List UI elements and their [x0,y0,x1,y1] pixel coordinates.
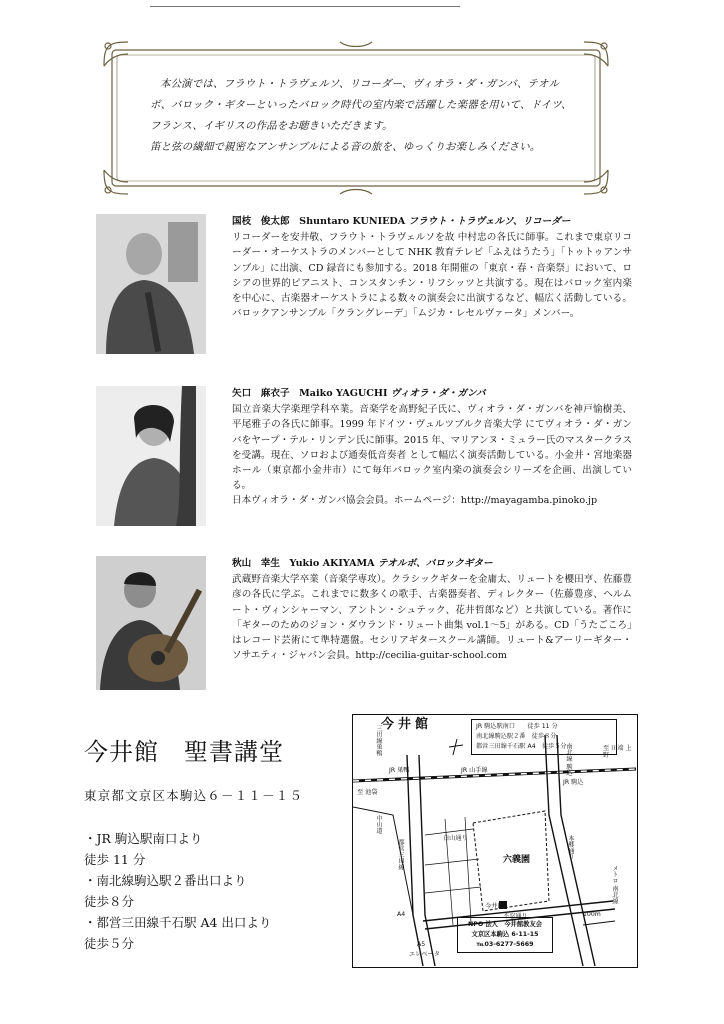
performer-bio [232,556,632,663]
performer-photo [96,556,206,690]
performer-instrument: フラウト・トラヴェルソ、リコーダー [408,216,571,227]
map-label-jr-komagome: JR 駒込 [563,779,584,786]
intro-paragraph-2: 笛と弦の繊細で親密なアンサンブルによる音の旅を、ゆっくりお楽しみください。 [150,141,541,153]
performer-bio-text: 国立音楽大学楽理学科卒業。音楽学を高野紀子氏に、ヴィオラ・ダ・ガンバを神戸愉樹美、平尾雅子の各氏に師事。1999 年ドイツ・ヴュルツブルク音楽大学 にてヴィオラ・ダ・ガンバをヤープ・テル・リンデン氏に師事。2015 年、マリアンヌ・ミュラー氏のマスタークラスを受講。現在、ソロおよび通奏低音奏者 として幅広く演奏活動している。小金井・宮地楽器ホール（東京都小金井市）にて毎年バロック室内楽の演奏会シリーズを企画、出演している。 [232,404,632,492]
map-npo-box [457,917,553,953]
access-line: ・JR 駒込駅南口より [84,831,203,846]
performer-homepage: 日本ヴィオラ・ダ・ガンバ協会会員。ホームページ：http://mayagamba.pinoko.jp [232,495,598,507]
access-line: ・南北線駒込駅２番出口より [84,873,247,888]
performer-bio [232,214,632,321]
performer-bio-text: 武蔵野音楽大学卒業（音楽学専攻）。クラシックギターを金庸太、リュートを櫻田亨、佐藤豊彦の各氏に学ぶ。これまでに数多くの歌手、古楽器奏者、ディレクター（佐藤豊彦、ヘルムート・ヴィンシャーマン、アントン・シュテック、花井哲郎など）と共演している。著作に「ギターのためのジョン・ダウランド・リュート曲集 vol.1～5」がある。CD「うたごころ」はレコード芸術にて準特選盤。セシリアギタースクール講師。リュート&アーリーギター・ソサエティ・ジャパン会員。http://cecilia-guitar-school.com [232,574,632,662]
performer-photo [96,214,206,354]
map-label-hongo-dori: 本郷通り [567,835,574,860]
performer-name: 秋山 幸生 Yukio AKIYAMA [232,558,375,569]
performer-name-line [232,386,632,401]
map-label-ikebukuro: 至 池袋 [357,789,378,796]
npo-address: 文京区本駒込 6-11-15 [471,931,539,938]
performer-photo [96,386,206,526]
performer-bio-text: リコーダーを安井敬、フラウト・トラヴェルソを故 中村忠の各氏に師事。これまで東京リコーダー・オーケストラのメンバーとして NHK 教育テレビ「ふえはうたう」「トゥトゥアンサンブル」に出演、CD 録音にも参加する。2018 年開催の「東京・春・音楽祭」において、ロシアの世界的ピアニスト、コンスタンチン・リフシッツと共演する。現在はバロック室内楽を中心に、古楽器オーケストラによる数々の演奏会に出演するなど、幅広く活動している。バロックアンサンブル「クラングレーデ」「ムジカ・レセルヴァータ」メンバー。 [232,232,632,320]
map-legend-line: JR 駒込駅南口 徒歩 11 分 [476,723,558,730]
performer-bio [232,386,632,509]
map-label-shinobazu: 不忍通り [503,913,528,920]
map-label-rikugien: 六義園 [503,855,531,865]
venue-address: 東京都文京区本駒込６－１１－１５ [84,788,304,803]
intro-text [150,74,572,158]
map-label-nanboku-line: メトロ 南北線 [611,865,618,905]
map-label-nanboku-top: 南北線 駒込 [565,743,572,776]
map-label-imaikan: 今井館 [485,903,504,910]
access-line: 徒歩５分 [84,936,135,951]
performer-name-line [232,556,632,571]
map-label-jr-sugamo: JR 巣鴨 [389,767,410,774]
map-legend-line: 南北線駒込駅２番 徒歩８分 [476,733,557,740]
access-map [352,714,638,968]
npo-name: NPO 法人 今井館教友会 [467,921,543,928]
performer-name: 矢口 麻衣子 Maiko YAGUCHI [232,388,388,399]
map-label-yamanote: JR 山手線 [461,767,488,774]
map-title: 今井館 [381,717,433,732]
access-line: ・都営三田線千石駅 A4 出口より [84,915,272,930]
map-label-hakusan: 白山通り [443,835,468,842]
map-label-nakasendo: 中山道 [375,815,382,834]
access-line: 徒歩８分 [84,894,135,909]
map-label-mita-line: 都営三田線 [397,839,404,870]
performer-name-line [232,214,632,229]
map-label-scale: 100m [583,911,601,918]
access-directions [84,828,271,954]
npo-phone: ℡03-6277-5669 [476,941,534,948]
access-line: 徒歩 11 分 [84,852,146,867]
venue-title: 今井館 聖書講堂 [84,738,284,766]
map-legend [471,719,617,755]
map-label-elevator: エレベータ [409,951,440,958]
performer-instrument: ヴィオラ・ダ・ガンバ [390,388,486,399]
map-label-a5: A5 [417,941,426,948]
map-label-tabata: 至 田端 上野 [603,745,632,759]
map-label-mita-top: 三田線巣鴨 [375,725,382,756]
performer-instrument: テオルボ、バロックギター [377,558,493,569]
performer-name: 国枝 俊太郎 Shuntaro KUNIEDA [232,216,406,227]
intro-paragraph-1: 本公演では、フラウト・トラヴェルソ、リコーダー、ヴィオラ・ダ・ガンバ、テオルボ、バロック・ギターといったバロック時代の室内楽で活躍した楽器を用いて、ドイツ、フランス、イギリスの作品をお聴きいただきます。 [150,78,572,132]
top-rule [150,6,460,7]
map-legend-line: 都営三田線千石駅 A4 徒歩５分 [476,743,567,750]
map-label-a4: A4 [397,911,406,918]
